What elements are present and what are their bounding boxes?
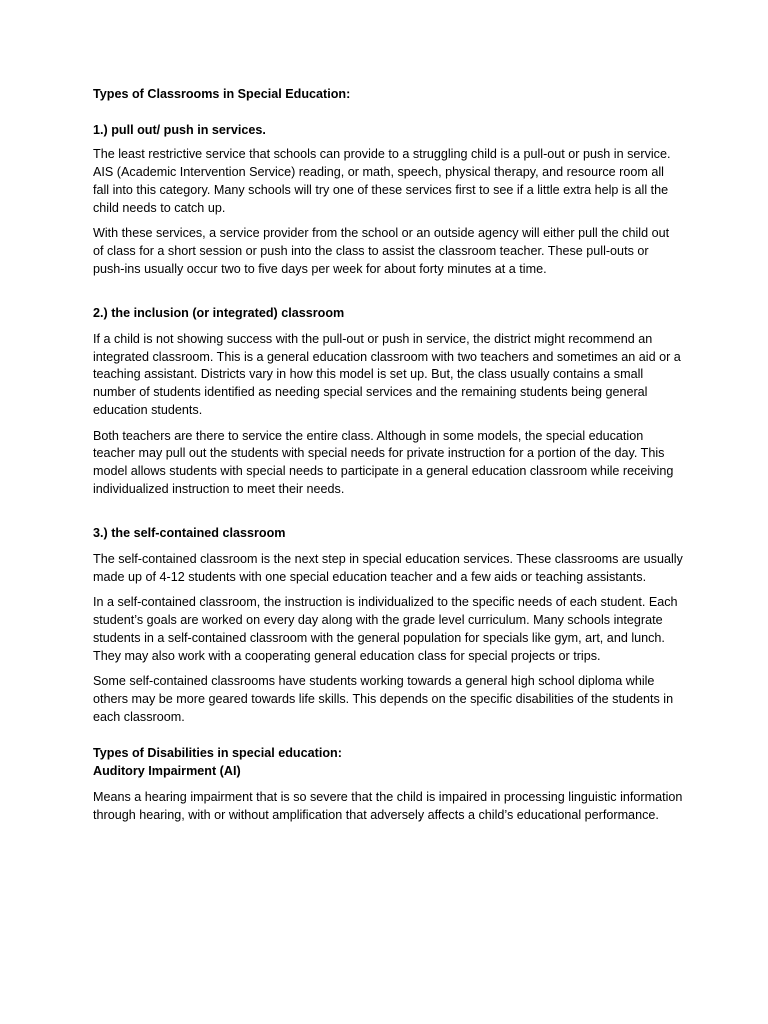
section-heading-inclusion: 2.) the inclusion (or integrated) classroom <box>93 306 345 321</box>
document-title: Types of Classrooms in Special Education: <box>93 87 351 101</box>
disabilities-heading-block <box>93 745 683 780</box>
section-paragraph: If a child is not showing success with the pull-out or push in service, the district might recommend an integrated classroom. This is a general education classroom with two teachers and sometimes an aid or a teaching assistant. Districts vary in how this model is set up. But, the class usually contains a small number of students identified as needing special services and the remaining students being general education students. <box>93 332 681 417</box>
document-page <box>93 86 683 824</box>
section-heading-pull-out: 1.) pull out/ push in services. <box>93 122 266 137</box>
section-paragraph: The least restrictive service that schools can provide to a struggling child is a pull-out or push in service. AIS (Academic Intervention Service) reading, or math, speech, physical therapy, and resource room all fall into this category. Many schools will try one of these services first to see if a little extra help is all the child needs to catch up. <box>93 147 671 215</box>
disabilities-subheading: Auditory Impairment (AI) <box>93 764 241 779</box>
section-heading-self-contained: 3.) the self-contained classroom <box>93 526 286 541</box>
section-paragraph: With these services, a service provider from the school or an outside agency will either pull the child out of class for a short session or push into the class to assist the classroom teacher. These pull-outs or push-ins usually occur two to five days per week for about forty minutes at a time. <box>93 226 670 276</box>
disabilities-paragraph: Means a hearing impairment that is so severe that the child is impaired in processing linguistic information through hearing, with or without amplification that adversely affects a child’s educational performance. <box>93 789 683 822</box>
disabilities-heading: Types of Disabilities in special education: <box>93 746 342 761</box>
section-paragraph: Both teachers are there to service the entire class. Although in some models, the special education teacher may pull out the students with special needs for private instruction for a portion of the day. This model allows students with special needs to participate in a general education classroom while receiving individualized instruction to meet their needs. <box>93 428 674 496</box>
section-paragraph: The self-contained classroom is the next step in special education services. These classrooms are usually made up of 4-12 students with one special education teacher and a few aids or teaching assistants. <box>93 552 683 584</box>
section-paragraph: In a self-contained classroom, the instruction is individualized to the specific needs of each student. Each student’s goals are worked on every day along with the grade level curriculum. Many schools integrate students in a self-contained classroom with the general population for specials like gym, art, and lunch. They may also work with a cooperating general education class for special projects or trips. <box>93 595 678 663</box>
section-paragraph: Some self-contained classrooms have students working towards a general high school diploma while others may be more geared towards life skills. This depends on the specific disabilities of the students in each classroom. <box>93 674 674 724</box>
